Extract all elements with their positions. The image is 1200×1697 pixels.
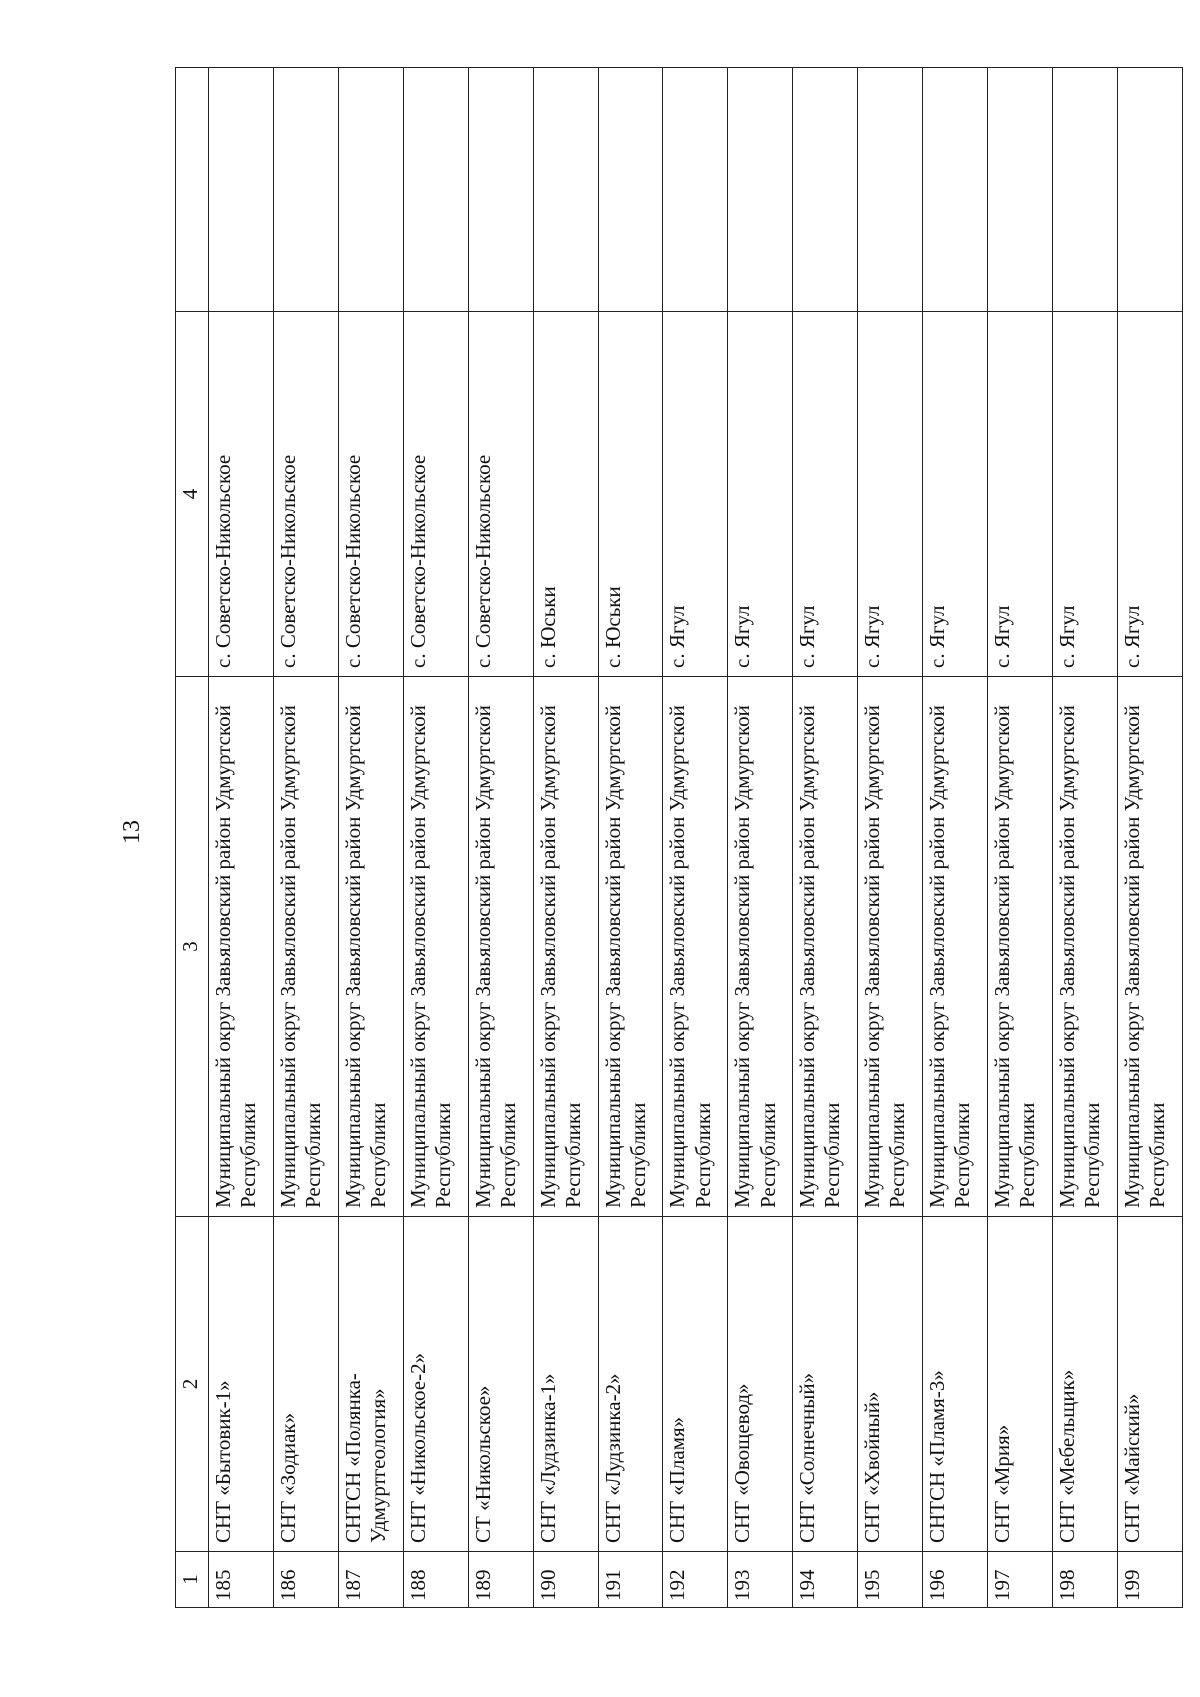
header-col-empty (176, 68, 209, 312)
table-row (273, 68, 338, 1608)
row-number: 195 (858, 1552, 923, 1608)
row-name: СНТ «Хвойный» (858, 1217, 923, 1552)
row-number: 188 (403, 1552, 468, 1608)
row-locality: с. Советско-Никольское (338, 312, 403, 677)
row-number: 187 (338, 1552, 403, 1608)
table-row (533, 68, 598, 1608)
row-empty-cell (338, 68, 403, 312)
row-name: СНТ «Пламя» (663, 1217, 728, 1552)
row-empty-cell (273, 68, 338, 312)
row-locality: с. Ягул (858, 312, 923, 677)
row-district: Муниципальный округ Завьяловский район Удмуртской Республики (1117, 677, 1182, 1217)
row-district: Муниципальный округ Завьяловский район Удмуртской Республики (598, 677, 663, 1217)
row-name: СНТ «Мрия» (988, 1217, 1053, 1552)
row-name: СНТСН «Пламя-3» (923, 1217, 988, 1552)
row-district: Муниципальный округ Завьяловский район Удмуртской Республики (663, 677, 728, 1217)
row-number: 199 (1117, 1552, 1182, 1608)
table-row (598, 68, 663, 1608)
page-number: 13 (119, 820, 145, 844)
row-district: Муниципальный округ Завьяловский район Удмуртской Республики (1052, 677, 1117, 1217)
row-locality: с. Юськи (533, 312, 598, 677)
row-number: 190 (533, 1552, 598, 1608)
row-name: СНТСН «Полянка-Удмуртгеология» (338, 1217, 403, 1552)
row-locality: с. Советско-Никольское (468, 312, 533, 677)
row-empty-cell (403, 68, 468, 312)
table-row (1052, 68, 1117, 1608)
row-district: Муниципальный округ Завьяловский район Удмуртской Республики (273, 677, 338, 1217)
row-empty-cell (1052, 68, 1117, 312)
registry-table (175, 67, 1183, 1608)
row-empty-cell (468, 68, 533, 312)
row-locality: с. Ягул (988, 312, 1053, 677)
row-number: 189 (468, 1552, 533, 1608)
row-district: Муниципальный округ Завьяловский район Удмуртской Республики (793, 677, 858, 1217)
row-locality: с. Ягул (1117, 312, 1182, 677)
row-district: Муниципальный округ Завьяловский район Удмуртской Республики (858, 677, 923, 1217)
row-locality: с. Юськи (598, 312, 663, 677)
row-empty-cell (858, 68, 923, 312)
row-district: Муниципальный округ Завьяловский район Удмуртской Республики (468, 677, 533, 1217)
row-locality: с. Ягул (793, 312, 858, 677)
row-empty-cell (209, 68, 274, 312)
row-name: СНТ «Солнечный» (793, 1217, 858, 1552)
row-number: 191 (598, 1552, 663, 1608)
row-empty-cell (988, 68, 1053, 312)
row-number: 196 (923, 1552, 988, 1608)
row-number: 185 (209, 1552, 274, 1608)
row-empty-cell (793, 68, 858, 312)
row-district: Муниципальный округ Завьяловский район Удмуртской Республики (403, 677, 468, 1217)
header-col-1: 1 (176, 1552, 209, 1608)
row-name: СНТ «Зодиак» (273, 1217, 338, 1552)
table-row (923, 68, 988, 1608)
row-empty-cell (598, 68, 663, 312)
table-row (858, 68, 923, 1608)
table-row (988, 68, 1053, 1608)
row-name: СНТ «Овощевод» (728, 1217, 793, 1552)
row-locality: с. Советско-Никольское (403, 312, 468, 677)
row-name: СНТ «Майский» (1117, 1217, 1182, 1552)
table-row (209, 68, 274, 1608)
table-row (403, 68, 468, 1608)
row-district: Муниципальный округ Завьяловский район Удмуртской Республики (533, 677, 598, 1217)
row-name: СНТ «Лудзинка-1» (533, 1217, 598, 1552)
row-name: СТ «Никольское» (468, 1217, 533, 1552)
header-col-3: 3 (176, 677, 209, 1217)
row-district: Муниципальный округ Завьяловский район Удмуртской Республики (338, 677, 403, 1217)
row-number: 198 (1052, 1552, 1117, 1608)
table-row (793, 68, 858, 1608)
row-empty-cell (1117, 68, 1182, 312)
row-number: 192 (663, 1552, 728, 1608)
table-row (728, 68, 793, 1608)
row-district: Муниципальный округ Завьяловский район Удмуртской Республики (988, 677, 1053, 1217)
row-number: 197 (988, 1552, 1053, 1608)
row-locality: с. Советско-Никольское (273, 312, 338, 677)
row-empty-cell (663, 68, 728, 312)
row-district: Муниципальный округ Завьяловский район Удмуртской Республики (209, 677, 274, 1217)
row-district: Муниципальный округ Завьяловский район Удмуртской Республики (728, 677, 793, 1217)
table-row (1117, 68, 1182, 1608)
row-number: 193 (728, 1552, 793, 1608)
row-district: Муниципальный округ Завьяловский район Удмуртской Республики (923, 677, 988, 1217)
row-name: СНТ «Бытовик-1» (209, 1217, 274, 1552)
table-row (663, 68, 728, 1608)
table-row (338, 68, 403, 1608)
table-row (468, 68, 533, 1608)
row-number: 194 (793, 1552, 858, 1608)
header-col-2: 2 (176, 1217, 209, 1552)
row-locality: с. Советско-Никольское (209, 312, 274, 677)
table-container (175, 68, 1183, 1608)
row-empty-cell (923, 68, 988, 312)
row-number: 186 (273, 1552, 338, 1608)
row-empty-cell (533, 68, 598, 312)
row-locality: с. Ягул (663, 312, 728, 677)
row-name: СНТ «Никольское-2» (403, 1217, 468, 1552)
row-empty-cell (728, 68, 793, 312)
row-name: СНТ «Лудзинка-2» (598, 1217, 663, 1552)
header-col-4: 4 (176, 312, 209, 677)
row-name: СНТ «Мебельщик» (1052, 1217, 1117, 1552)
row-locality: с. Ягул (923, 312, 988, 677)
row-locality: с. Ягул (728, 312, 793, 677)
row-locality: с. Ягул (1052, 312, 1117, 677)
table-header-row (176, 68, 209, 1608)
